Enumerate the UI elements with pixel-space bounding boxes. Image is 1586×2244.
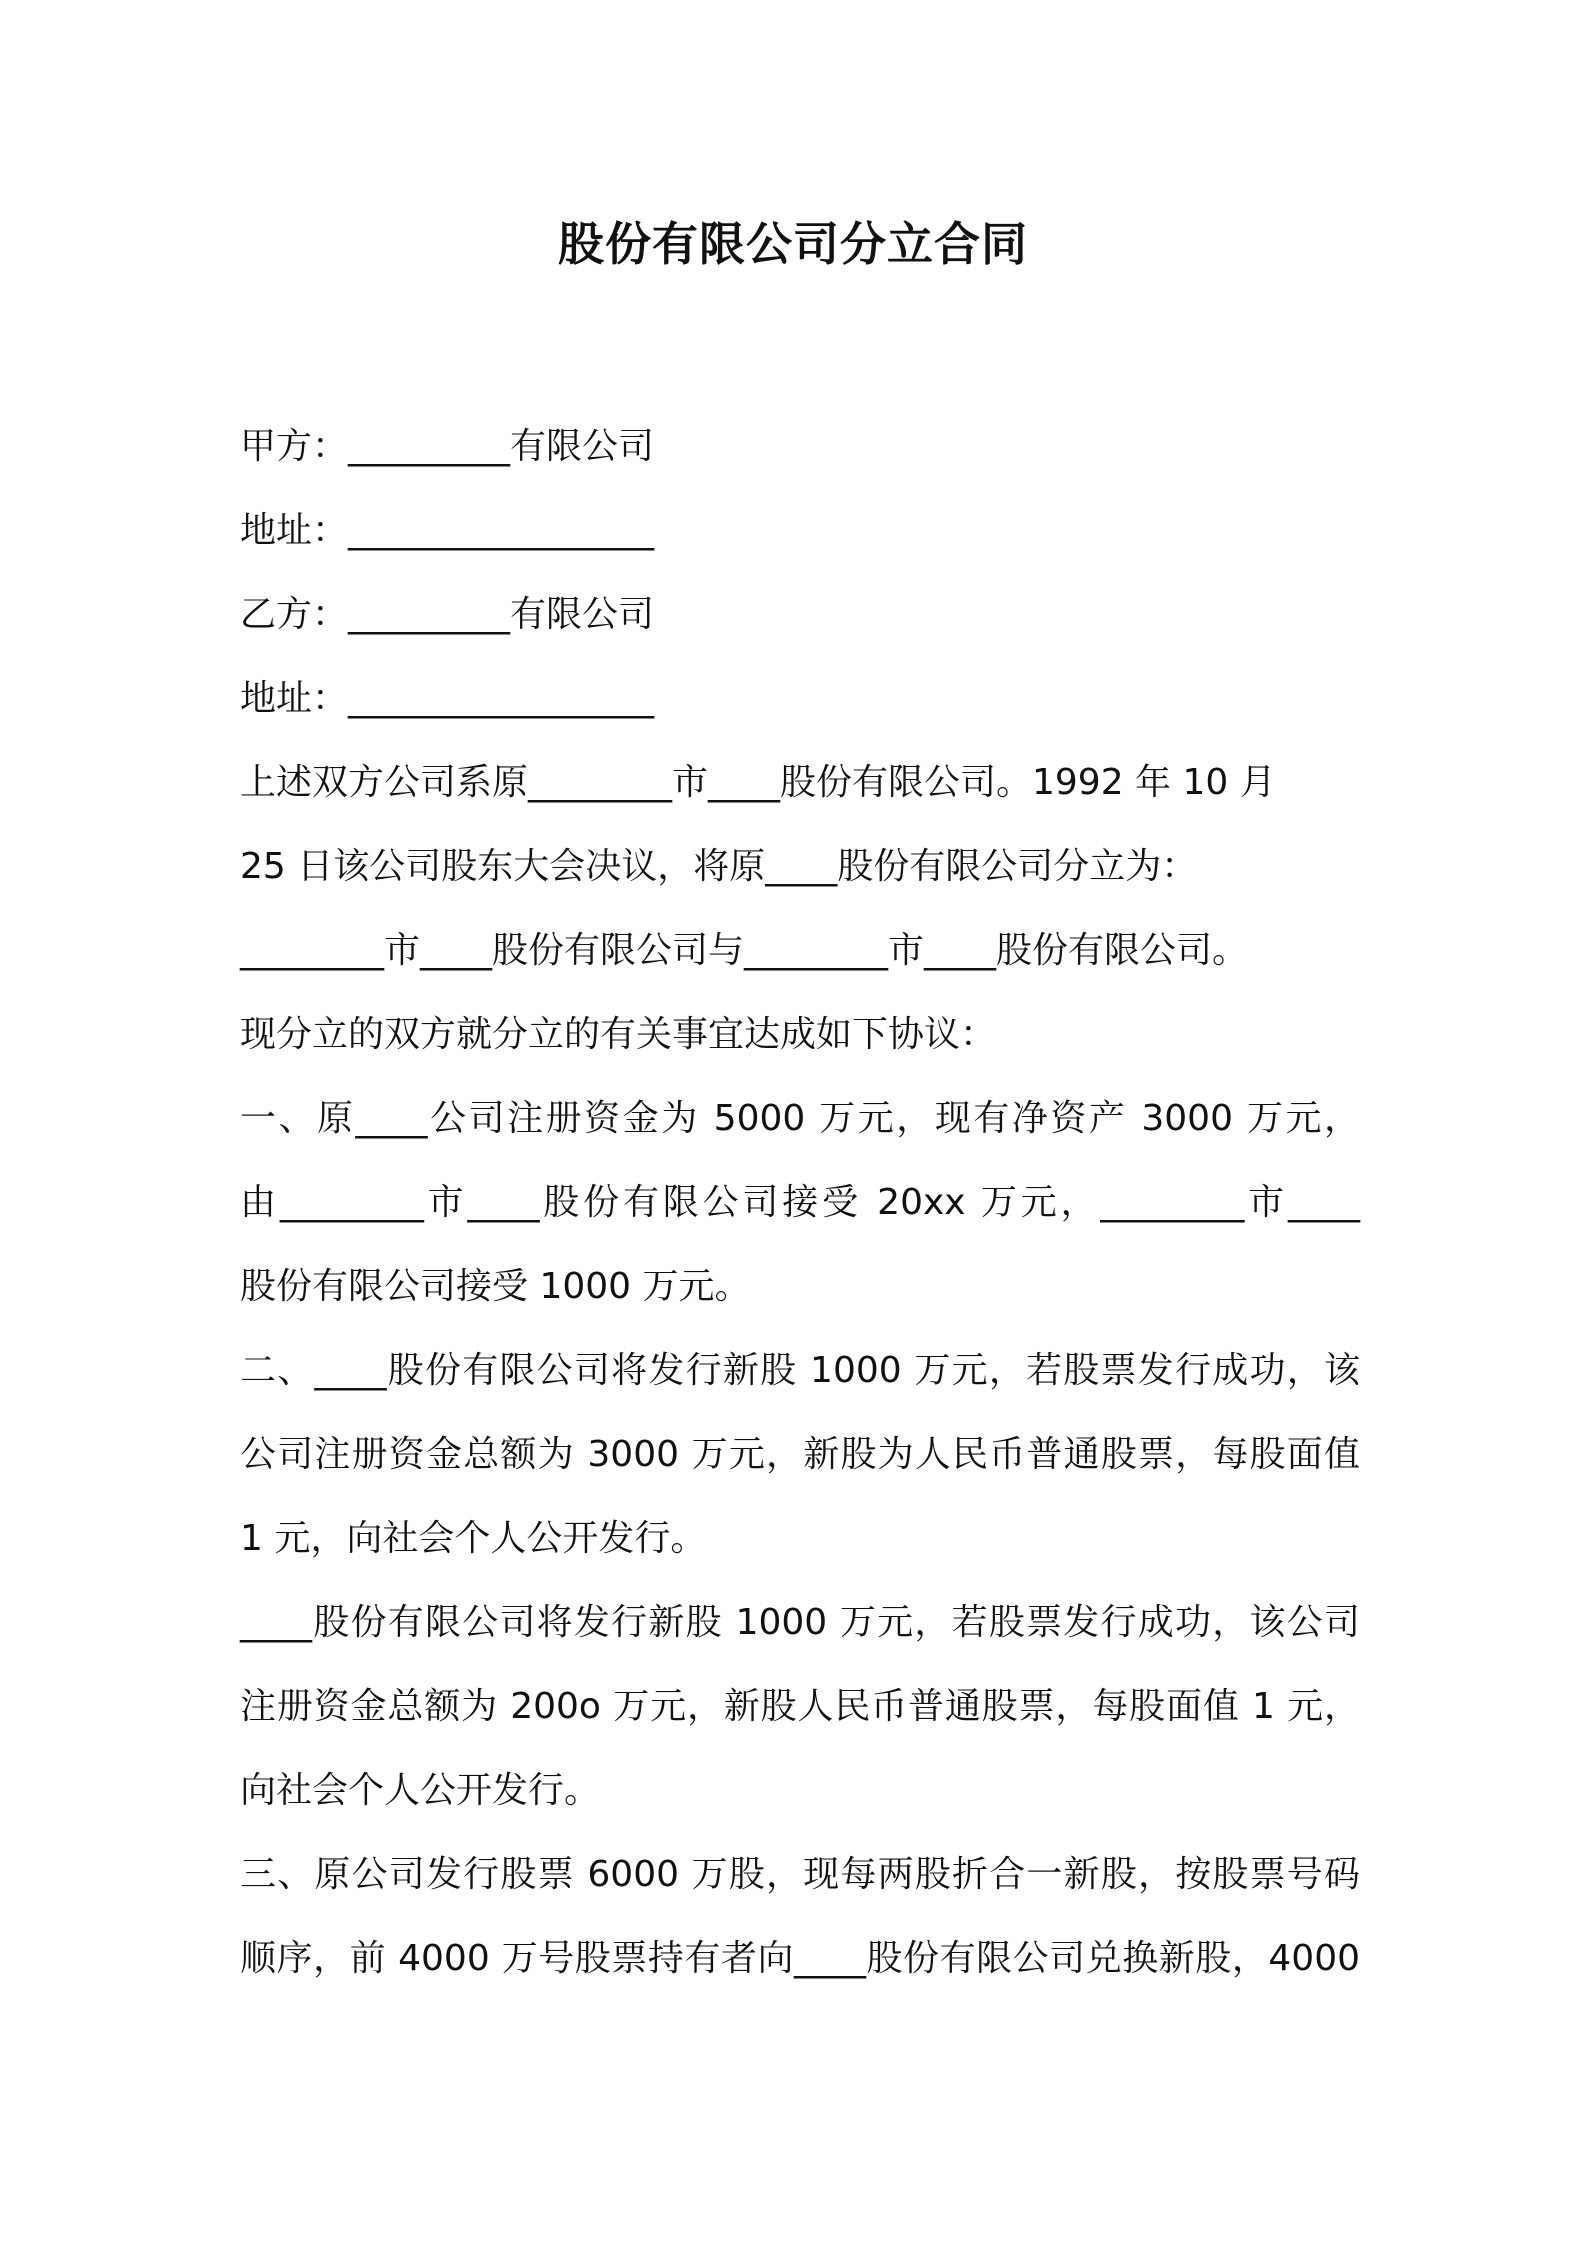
clause-1-line: 一、原____公司注册资金为 5000 万元，现有净资产 3000 万元， <box>240 1098 1360 1139</box>
clause-2-line: 1 元，向社会个人公开发行。 <box>240 1518 707 1559</box>
clause-3-line: 三、原公司发行股票 6000 万股，现每两股折合一新股，按股票号码 <box>240 1854 1360 1895</box>
party-b-line: 乙方：_________有限公司 <box>240 594 655 635</box>
party-b-address-line: 地址：_________________ <box>240 678 655 719</box>
body-line: 现分立的双方就分立的有关事宜达成如下协议： <box>240 1014 997 1055</box>
clause-1-line: 由________市____股份有限公司接受 20xx 万元，________市____ <box>240 1182 1360 1223</box>
clause-3-line: 顺序，前 4000 万号股票持有者向____股份有限公司兑换新股，4000 <box>240 1938 1360 1979</box>
party-a-line: 甲方：_________有限公司 <box>240 426 655 467</box>
clause-2-line: 二、____股份有限公司将发行新股 1000 万元，若股票发行成功，该 <box>240 1350 1360 1391</box>
clause-2-line: 向社会个人公开发行。 <box>240 1770 601 1811</box>
clause-1-line: 股份有限公司接受 1000 万元。 <box>240 1266 751 1307</box>
clause-2-line: ____股份有限公司将发行新股 1000 万元，若股票发行成功，该公司 <box>240 1602 1360 1643</box>
clause-2-line: 注册资金总额为 200o 万元，新股人民币普通股票，每股面值 1 元， <box>240 1686 1360 1727</box>
body-line: ________市____股份有限公司与________市____股份有限公司。 <box>240 930 1249 971</box>
clause-2-line: 公司注册资金总额为 3000 万元，新股为人民币普通股票，每股面值 <box>240 1434 1360 1475</box>
contract-body <box>240 405 1360 2001</box>
party-a-address-line: 地址：_________________ <box>240 510 655 551</box>
document-title: 股份有限公司分立合同 <box>558 217 1028 271</box>
body-line: 上述双方公司系原________市____股份有限公司。1992 年 10 月 <box>240 762 1276 803</box>
body-line: 25 日该公司股东大会决议，将原____股份有限公司分立为： <box>240 846 1198 887</box>
